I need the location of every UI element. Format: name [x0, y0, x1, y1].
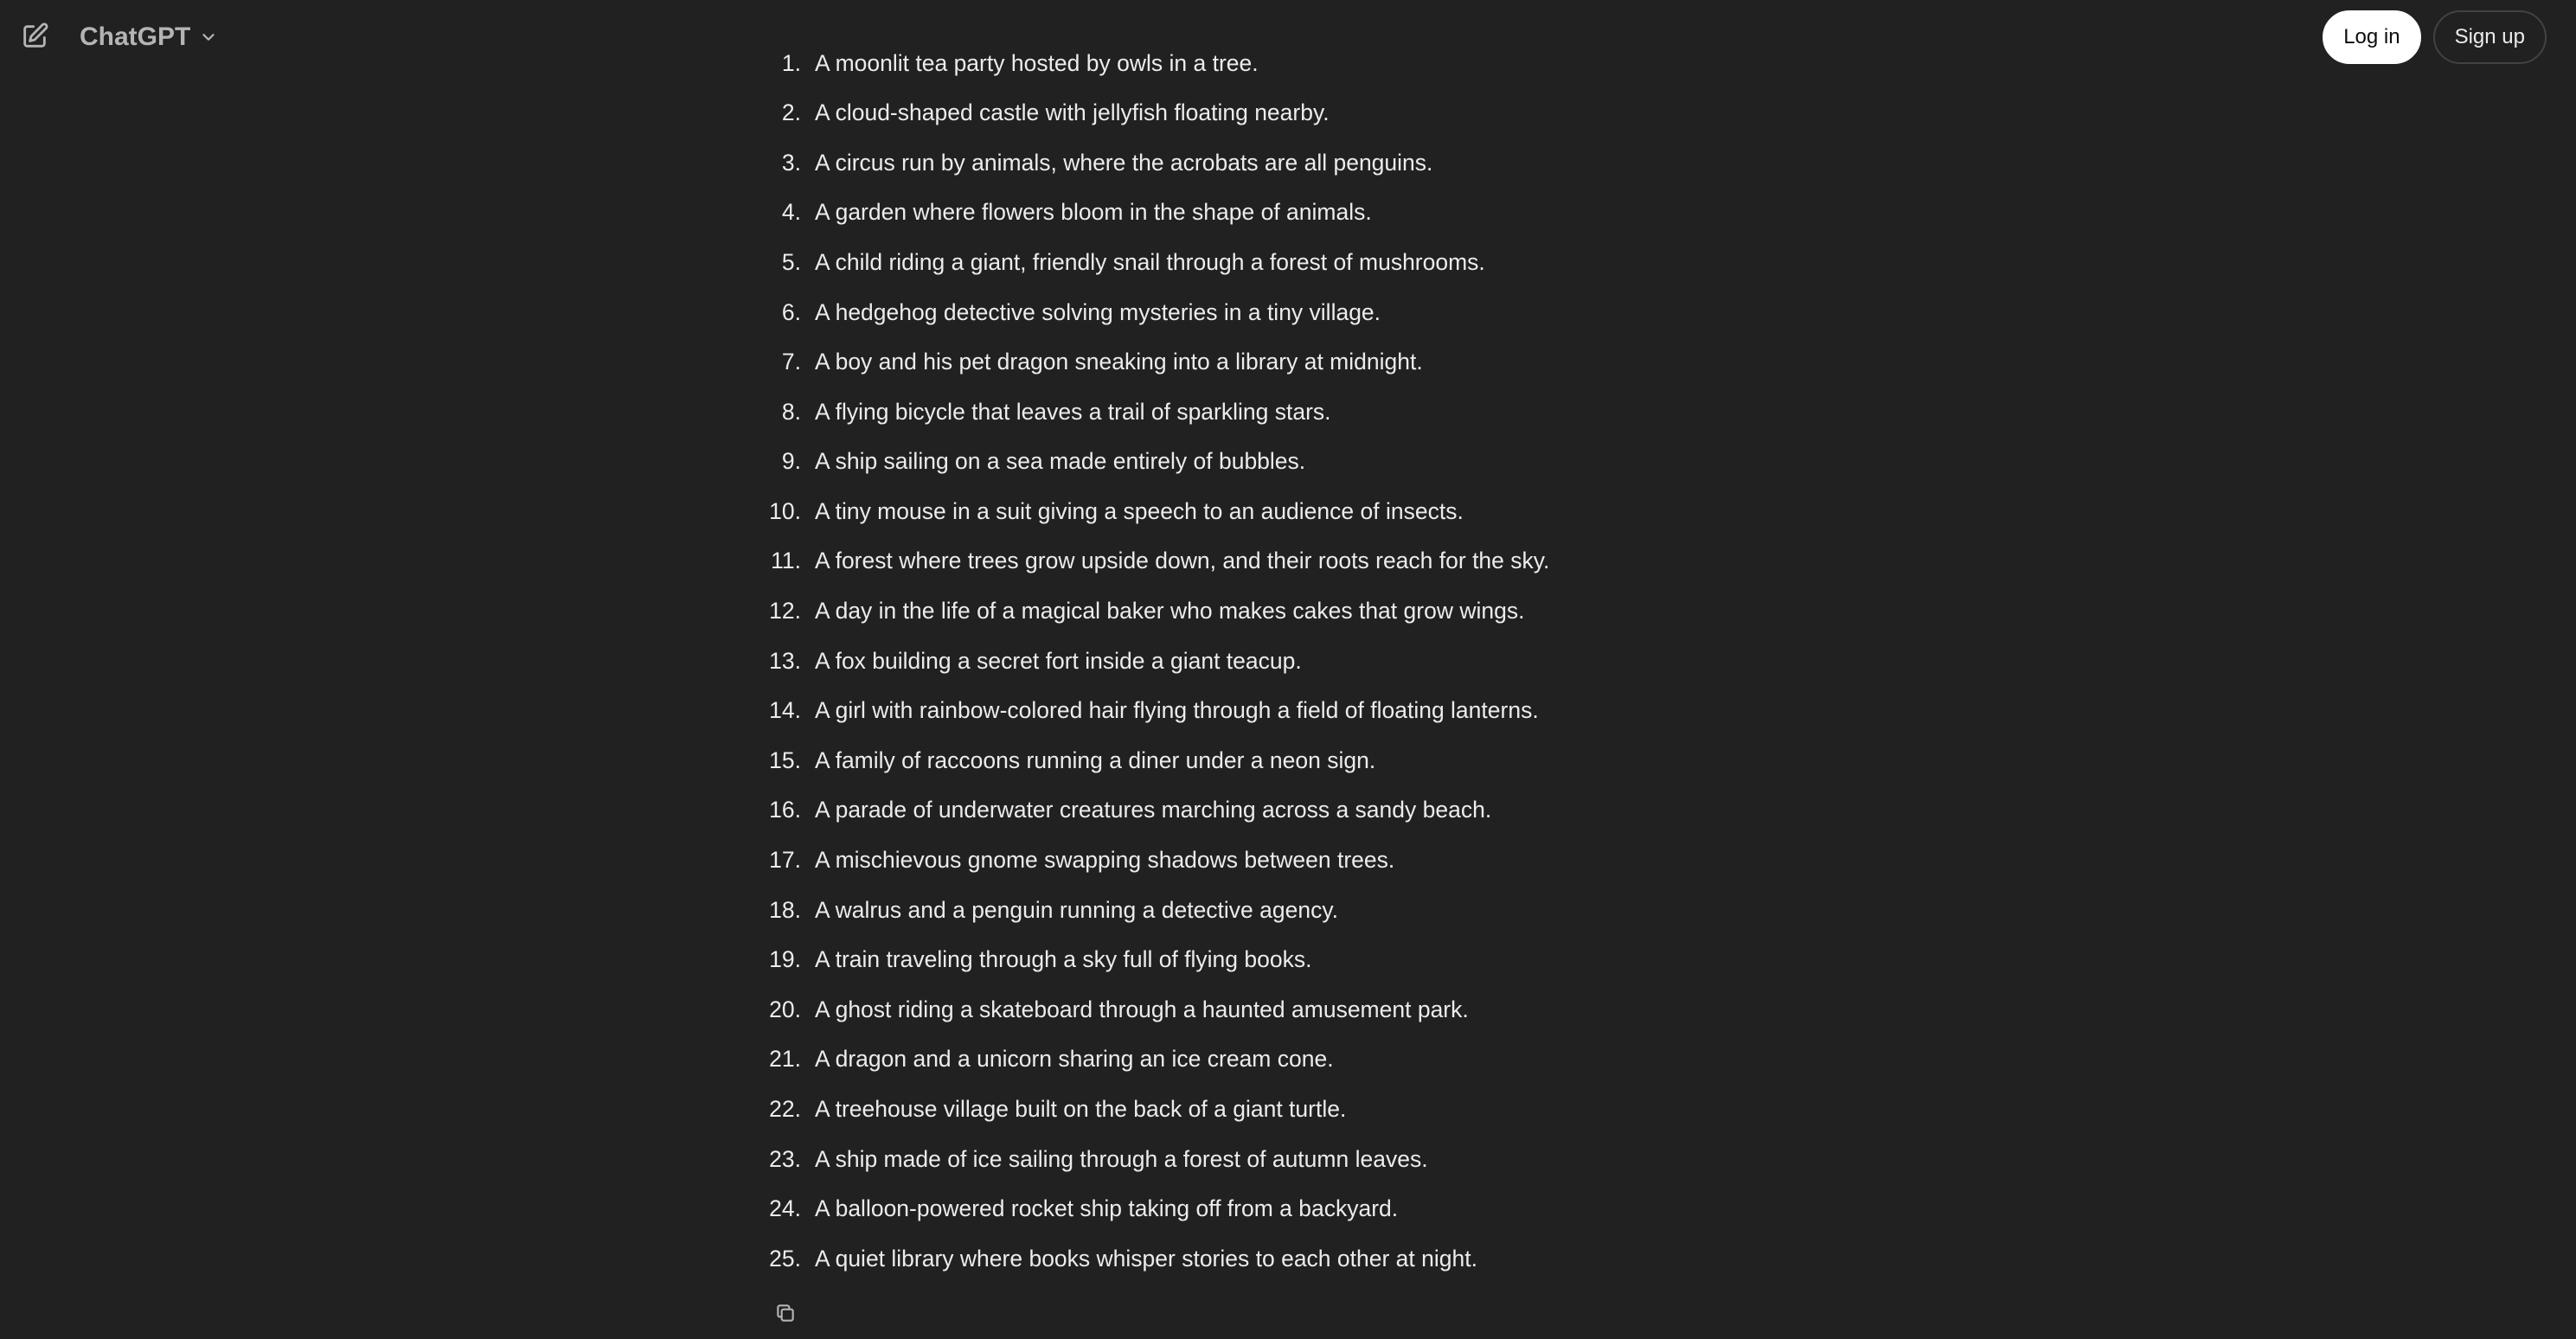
list-item-text: A circus run by animals, where the acrobats are all penguins.	[815, 149, 1433, 176]
chevron-down-icon	[199, 28, 218, 47]
list-item	[744, 237, 1782, 287]
list-item-number: 12.	[769, 598, 801, 625]
list-item-text: A garden where flowers bloom in the shape of animals.	[815, 199, 1372, 226]
new-chat-icon	[20, 22, 49, 51]
list-item-number: 1.	[781, 49, 801, 76]
list-item-number: 7.	[781, 349, 801, 375]
list-item-text: A quiet library where books whisper stories to each other at night.	[815, 1245, 1477, 1272]
list-item	[744, 337, 1782, 388]
list-item	[744, 188, 1782, 238]
list-item	[744, 287, 1782, 337]
list-item-text: A day in the life of a magical baker who makes cakes that grow wings.	[815, 598, 1525, 625]
list-item	[744, 1134, 1782, 1184]
list-item	[744, 785, 1782, 836]
list-item	[744, 636, 1782, 686]
list-item-text: A forest where trees grow upside down, and their roots reach for the sky.	[815, 548, 1550, 574]
list-item-number: 5.	[781, 248, 801, 275]
list-item	[744, 536, 1782, 586]
list-item-text: A treehouse village built on the back of a giant turtle.	[815, 1096, 1347, 1123]
list-item-text: A ghost riding a skateboard through a haunted amusement park.	[815, 996, 1469, 1022]
list-item	[744, 88, 1782, 138]
list-item-text: A train traveling through a sky full of flying books.	[815, 946, 1312, 973]
list-item-number: 10.	[769, 497, 801, 524]
list-item	[744, 486, 1782, 536]
list-item-text: A fox building a secret fort inside a giant teacup.	[815, 647, 1302, 674]
list-item-number: 14.	[769, 697, 801, 724]
list-item-number: 23.	[769, 1145, 801, 1172]
list-item	[744, 437, 1782, 487]
list-item	[744, 586, 1782, 637]
list-item-text: A dragon and a unicorn sharing an ice cream cone.	[815, 1046, 1334, 1073]
list-item-number: 25.	[769, 1245, 801, 1272]
list-item-number: 4.	[781, 199, 801, 226]
list-item-number: 21.	[769, 1046, 801, 1073]
list-item-number: 3.	[781, 149, 801, 176]
list-item	[744, 387, 1782, 437]
list-item	[744, 1035, 1782, 1085]
list-item-text: A balloon-powered rocket ship taking off from a backyard.	[815, 1195, 1399, 1222]
list-item	[744, 984, 1782, 1035]
list-item	[744, 935, 1782, 985]
list-item-number: 18.	[769, 896, 801, 923]
new-chat-button[interactable]	[17, 19, 52, 54]
response-list	[744, 38, 1782, 1284]
list-item	[744, 1084, 1782, 1134]
list-item-text: A moonlit tea party hosted by owls in a tree.	[815, 49, 1259, 76]
list-item-text: A child riding a giant, friendly snail through a forest of mushrooms.	[815, 248, 1485, 275]
copy-button[interactable]	[770, 1297, 801, 1329]
list-item	[744, 735, 1782, 785]
list-item-text: A cloud-shaped castle with jellyfish floating nearby.	[815, 99, 1330, 126]
list-item-text: A mischievous gnome swapping shadows between trees.	[815, 847, 1395, 874]
list-item-text: A ship sailing on a sea made entirely of bubbles.	[815, 448, 1306, 475]
list-item-text: A tiny mouse in a suit giving a speech to an audience of insects.	[815, 497, 1464, 524]
list-item-number: 15.	[769, 746, 801, 773]
list-item	[744, 836, 1782, 886]
model-selector[interactable]	[69, 17, 228, 57]
list-item-number: 13.	[769, 647, 801, 674]
list-item-number: 11.	[771, 548, 801, 574]
list-item-number: 22.	[769, 1096, 801, 1123]
auth-buttons	[2323, 10, 2547, 64]
list-item-number: 9.	[781, 448, 801, 475]
list-item	[744, 138, 1782, 188]
list-item-text: A hedgehog detective solving mysteries in a tiny village.	[815, 298, 1381, 325]
list-item-text: A family of raccoons running a diner under a neon sign.	[815, 746, 1376, 773]
list-item-text: A flying bicycle that leaves a trail of sparkling stars.	[815, 398, 1331, 425]
list-item	[744, 1184, 1782, 1234]
list-item-text: A boy and his pet dragon sneaking into a library at midnight.	[815, 349, 1423, 375]
list-item	[744, 38, 1782, 88]
list-item	[744, 686, 1782, 736]
model-name: ChatGPT	[80, 22, 191, 51]
list-item	[744, 1233, 1782, 1284]
list-item	[744, 885, 1782, 935]
list-item-number: 16.	[769, 797, 801, 823]
signup-button[interactable]: Sign up	[2433, 10, 2547, 64]
list-item-number: 17.	[769, 847, 801, 874]
login-button[interactable]: Log in	[2323, 10, 2420, 64]
copy-icon	[774, 1302, 797, 1324]
list-item-number: 2.	[781, 99, 801, 126]
list-item-number: 19.	[769, 946, 801, 973]
list-item-number: 8.	[781, 398, 801, 425]
list-item-number: 24.	[769, 1195, 801, 1222]
list-item-text: A ship made of ice sailing through a forest of autumn leaves.	[815, 1145, 1428, 1172]
list-item-text: A girl with rainbow-colored hair flying through a field of floating lanterns.	[815, 697, 1539, 724]
list-item-text: A parade of underwater creatures marching across a sandy beach.	[815, 797, 1492, 823]
list-item-text: A walrus and a penguin running a detective agency.	[815, 896, 1339, 923]
list-item-number: 6.	[781, 298, 801, 325]
list-item-number: 20.	[769, 996, 801, 1022]
